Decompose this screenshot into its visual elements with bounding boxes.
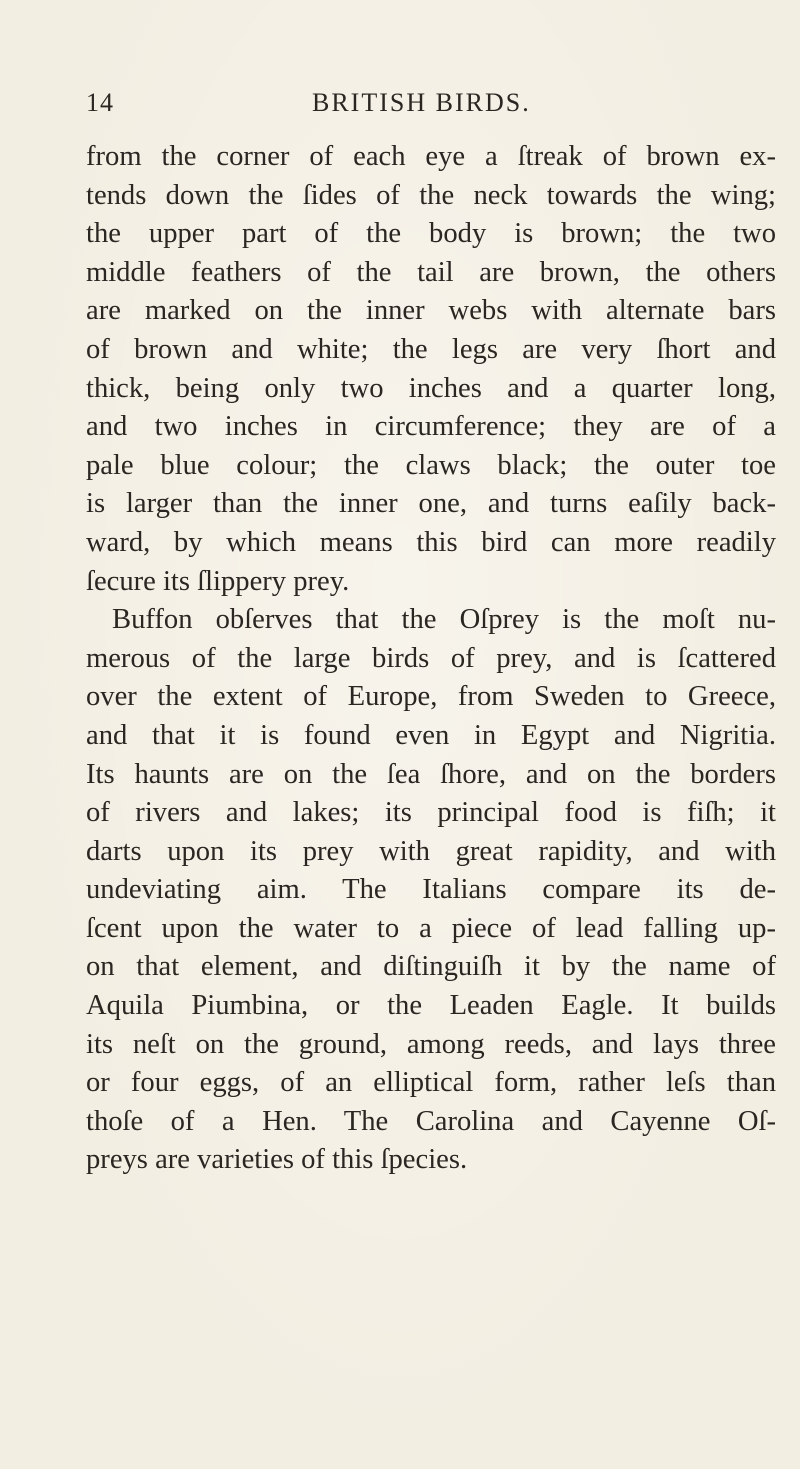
text-line: over the extent of Europe, from Sweden to Greece, — [86, 681, 776, 713]
text-line: undeviating aim. The Italians compare its de- — [86, 874, 776, 906]
text-line: Aquila Piumbina, or the Leaden Eagle. It builds — [86, 990, 776, 1022]
text-line: tends down the ſides of the neck towards the wing; — [86, 179, 776, 211]
text-line: ſcent upon the water to a piece of lead falling up- — [86, 912, 776, 944]
text-line: darts upon its prey with great rapidity, and with — [86, 835, 776, 867]
text-line: is larger than the inner one, and turns eaſily back- — [86, 488, 776, 520]
page-header — [86, 88, 776, 128]
text-line: its neſt on the ground, among reeds, and lays three — [86, 1028, 776, 1060]
running-head: BRITISH BIRDS. — [312, 88, 531, 117]
text-line: thick, being only two inches and a quarter long, — [86, 372, 776, 404]
text-line: Buffon obſerves that the Oſprey is the moſt nu- — [112, 604, 776, 636]
text-line: merous of the large birds of prey, and is ſcattered — [86, 642, 776, 674]
text-line: ſecure its ſlippery prey. — [86, 565, 350, 597]
page-number: 14 — [86, 88, 114, 117]
text-line: the upper part of the body is brown; the two — [86, 218, 776, 250]
text-line: and that it is found even in Egypt and Nigritia. — [86, 719, 776, 751]
text-line: pale blue colour; the claws black; the outer toe — [86, 449, 776, 481]
text-line: preys are varieties of this ſpecies. — [86, 1144, 468, 1176]
text-line: from the corner of each eye a ſtreak of brown ex- — [86, 141, 776, 172]
text-line: of brown and white; the legs are very ſhort and — [86, 333, 776, 365]
body-text — [86, 138, 776, 1180]
text-line: Its haunts are on the ſea ſhore, and on the borders — [86, 758, 776, 790]
text-line: of rivers and lakes; its principal food is fiſh; it — [86, 797, 776, 829]
text-line: or four eggs, of an elliptical form, rather leſs than — [86, 1067, 776, 1099]
text-line: thoſe of a Hen. The Carolina and Cayenne Oſ- — [86, 1105, 776, 1137]
text-line: and two inches in circumference; they are of a — [86, 411, 776, 443]
text-line: on that element, and diſtinguiſh it by the name of — [86, 951, 776, 983]
text-line: ward, by which means this bird can more readily — [86, 526, 776, 558]
text-line: are marked on the inner webs with alternate bars — [86, 295, 776, 327]
text-line: middle feathers of the tail are brown, the others — [86, 256, 776, 288]
